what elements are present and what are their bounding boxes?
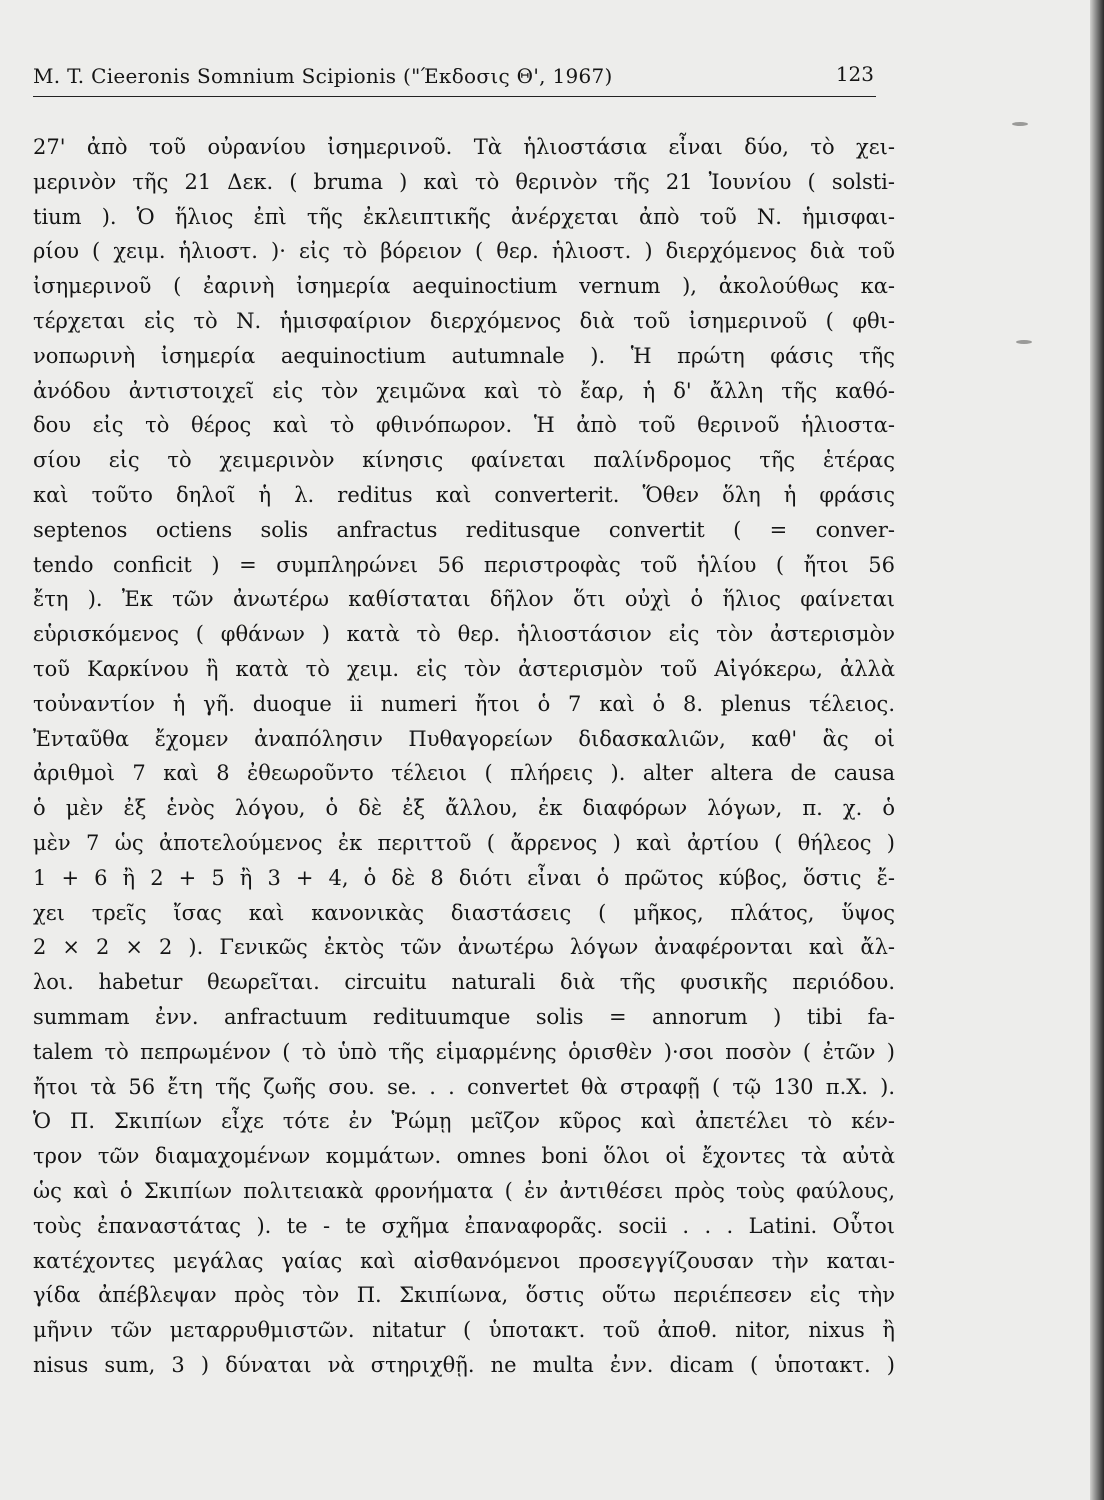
text-line: μὲν 7 ὡς ἀποτελούμενος ἐκ περιττοῦ ( ἄρρενος ) καὶ ἀρτίου ( θήλεος ) bbox=[33, 830, 895, 855]
header-title: M. T. Cieeronis Somnium Scipionis ("Έκδοσις Θ', 1967) bbox=[33, 64, 613, 88]
text-line: νοπωρινὴ ἰσημερία aequinoctium autumnale ). Ἡ πρώτη φάσις τῆς bbox=[33, 343, 895, 368]
page-number: 123 bbox=[835, 62, 874, 86]
paper-speck bbox=[1012, 122, 1028, 126]
text-line: tendo conficit ) = συμπληρώνει 56 περιστροφὰς τοῦ ἡλίου ( ἤτοι 56 bbox=[33, 552, 895, 577]
text-line: ὁ μὲν ἐξ ἑνὸς λόγου, ὁ δὲ ἐξ ἄλλου, ἐκ διαφόρων λόγων, π. χ. ὁ bbox=[33, 796, 895, 821]
text-line: τοὺς ἐπαναστάτας ). te - te σχῆμα ἐπαναφορᾶς. socii . . . Latini. Οὗτοι bbox=[33, 1213, 895, 1238]
commentary-text bbox=[33, 130, 895, 1383]
text-line: κατέχοντες μεγάλας γαίας καὶ αἰσθανόμενοι προσεγγίζουσαν τὴν καται- bbox=[33, 1248, 895, 1273]
text-line: ἰσημερινοῦ ( ἐαρινὴ ἰσημερία aequinoctium vernum ), ἀκολούθως κα- bbox=[33, 274, 895, 299]
text-line: τοῦ Καρκίνου ἢ κατὰ τὸ χειμ. εἰς τὸν ἀστερισμὸν τοῦ Αἰγόκερω, ἀλλὰ bbox=[33, 656, 895, 681]
text-line: μερινὸν τῆς 21 Δεκ. ( bruma ) καὶ τὸ θερινὸν τῆς 21 Ἰουνίου ( solsti- bbox=[33, 169, 895, 194]
text-line: ὡς καὶ ὁ Σκιπίων πολιτειακὰ φρονήματα ( ἐν ἀντιθέσει πρὸς τοὺς φαύλους, bbox=[33, 1178, 895, 1203]
page-edge-shadow bbox=[1090, 0, 1104, 1500]
text-line: χει τρεῖς ἴσας καὶ κανονικὰς διαστάσεις ( μῆκος, πλάτος, ὕψος bbox=[33, 900, 895, 925]
text-line: σίου εἰς τὸ χειμερινὸν κίνησις φαίνεται παλίνδρομος τῆς ἑτέρας bbox=[33, 448, 895, 473]
text-line: τοὐναντίον ἡ γῆ. duoque ii numeri ἤτοι ὁ 7 καὶ ὁ 8. plenus τέλειος. bbox=[33, 691, 895, 716]
text-line: nisus sum, 3 ) δύναται νὰ στηριχθῇ. ne multa ἐνν. dicam ( ὑποτακτ. ) bbox=[33, 1352, 895, 1377]
text-line: ἀριθμοὶ 7 καὶ 8 ἐθεωροῦντο τέλειοι ( πλήρεις ). alter altera de causa bbox=[33, 761, 895, 786]
text-line: 2 × 2 × 2 ). Γενικῶς ἐκτὸς τῶν ἀνωτέρω λόγων ἀναφέρονται καὶ ἄλ- bbox=[33, 935, 895, 960]
text-line: τρον τῶν διαμαχομένων κομμάτων. omnes boni ὅλοι οἱ ἔχοντες τὰ αὐτὰ bbox=[33, 1144, 895, 1169]
text-line: καὶ τοῦτο δηλοῖ ἡ λ. reditus καὶ converterit. Ὅθεν ὅλη ἡ φράσις bbox=[33, 482, 895, 507]
text-line: μῆνιν τῶν μεταρρυθμιστῶν. nitatur ( ὑποτακτ. τοῦ ἀποθ. nitor, nixus ἢ bbox=[33, 1318, 895, 1343]
text-line: γίδα ἀπέβλεψαν πρὸς τὸν Π. Σκιπίωνα, ὅστις οὕτω περιέπεσεν εἰς τὴν bbox=[33, 1283, 895, 1308]
text-line: δου εἰς τὸ θέρος καὶ τὸ φθινόπωρον. Ἡ ἀπὸ τοῦ θερινοῦ ἡλιοστα- bbox=[33, 413, 895, 438]
text-line: λοι. habetur θεωρεῖται. circuitu naturali διὰ τῆς φυσικῆς περιόδου. bbox=[33, 970, 895, 995]
text-line: τέρχεται εἰς τὸ Ν. ἡμισφαίριον διερχόμενος διὰ τοῦ ἰσημερινοῦ ( φθι- bbox=[33, 308, 895, 333]
text-line: septenos octiens solis anfractus reditusque convertit ( = conver- bbox=[33, 517, 895, 542]
text-line: ἤτοι τὰ 56 ἔτη τῆς ζωῆς σου. se. . . convertet θὰ στραφῇ ( τῷ 130 π.Χ. ). bbox=[33, 1074, 895, 1099]
paper-speck bbox=[1016, 340, 1032, 344]
text-line: εὑρισκόμενος ( φθάνων ) κατὰ τὸ θερ. ἡλιοστάσιον εἰς τὸν ἀστερισμὸν bbox=[33, 622, 895, 647]
text-line: talem τὸ πεπρωμένον ( τὸ ὑπὸ τῆς εἱμαρμένης ὁρισθὲν )·σοι ποσὸν ( ἐτῶν ) bbox=[33, 1039, 895, 1064]
text-line: summam ἐνν. anfractuum redituumque solis = annorum ) tibi fa- bbox=[33, 1004, 895, 1029]
text-line: ἔτη ). Ἐκ τῶν ἀνωτέρω καθίσταται δῆλον ὅτι οὐχὶ ὁ ἥλιος φαίνεται bbox=[33, 587, 895, 612]
text-line: 1 + 6 ἢ 2 + 5 ἢ 3 + 4, ὁ δὲ 8 διότι εἶναι ὁ πρῶτος κύβος, ὅστις ἔ- bbox=[33, 865, 895, 890]
text-line: tium ). Ὁ ἥλιος ἐπὶ τῆς ἐκλειπτικῆς ἀνέρχεται ἀπὸ τοῦ Ν. ἡμισφαι- bbox=[33, 204, 895, 229]
text-line: 27' ἀπὸ τοῦ οὐρανίου ἰσημερινοῦ. Τὰ ἡλιοστάσια εἶναι δύο, τὸ χει- bbox=[33, 135, 895, 159]
running-header bbox=[33, 62, 876, 97]
text-line: Ἐνταῦθα ἔχομεν ἀναπόλησιν Πυθαγορείων διδασκαλιῶν, καθ' ἃς οἱ bbox=[33, 726, 895, 751]
text-line: ρίου ( χειμ. ἡλιοστ. )· εἰς τὸ βόρειον ( θερ. ἡλιοστ. ) διερχόμενος διὰ τοῦ bbox=[33, 239, 895, 264]
text-line: ἀνόδου ἀντιστοιχεῖ εἰς τὸν χειμῶνα καὶ τὸ ἔαρ, ἡ δ' ἄλλη τῆς καθό- bbox=[33, 378, 895, 403]
text-line: Ὁ Π. Σκιπίων εἶχε τότε ἐν Ῥώμῃ μεῖζον κῦρος καὶ ἀπετέλει τὸ κέν- bbox=[33, 1109, 895, 1134]
